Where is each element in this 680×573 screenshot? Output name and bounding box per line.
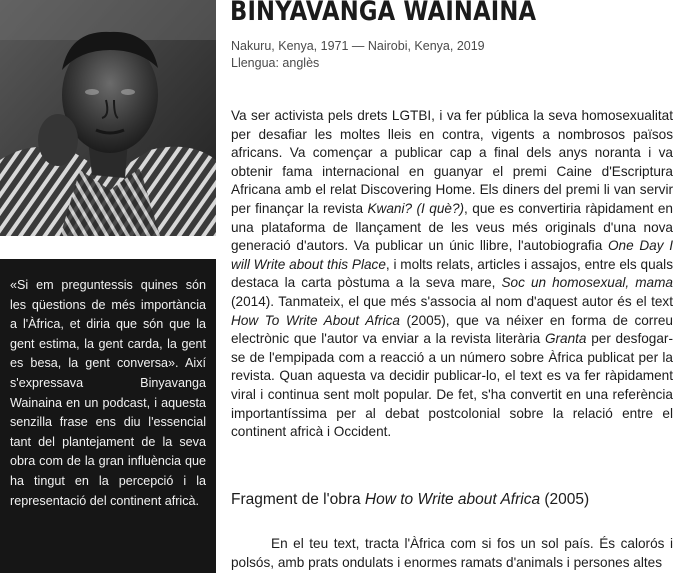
fragment-text: En el teu text, tracta l'Àfrica com si fos un sol país. És calorós i polsós, amb prats ondulats i enormes ramats d'animals i persones altes	[231, 536, 673, 570]
bio-title-granta: Granta	[544, 331, 587, 347]
bio-text-3: , i molts relats, articles i assajos, entre els quals destaca la carta pòstuma a la seva mare,	[231, 256, 674, 291]
author-meta	[231, 38, 485, 72]
fragment-heading	[231, 491, 589, 509]
author-photo	[0, 0, 216, 236]
bio-text-6: per desfogar-se de l'empipada com a reacció a un número sobre Àfrica publicat per la revista. Quan aquesta va decidir publicar-lo, el text es va fer ràpidament viral i continua sent molt popular. De fet, s'ha convertit en una referència importantíssima per al debat postcolonial sobre la relació entre el continent africà i Occident.	[231, 331, 673, 440]
bio-title-soc: Soc un homosexual, mama	[501, 275, 673, 291]
bio-title-kwani: Kwani? (I què?)	[367, 200, 465, 216]
fragment-prefix: Fragment de l'obra	[231, 491, 365, 508]
author-name: BINYAVANGA WAINAINA	[230, 0, 537, 27]
author-quote: «Si em preguntessis quines són les qüestions de més importància a l'Àfrica, et diria que són que la gent estima, la gent carda, la gent es besa, la gent conversa». Així s'expressava Binyavanga Wainaina en un podcast, i aquesta senzilla frase ens diu l'essencial tant del plantejament de la seva obra com de la gran influència que ha tingut en la percepció i la representació del continent africà.	[10, 278, 206, 508]
fragment-work-title: How to Write about Africa	[364, 491, 541, 508]
bio-title-how-to: How To Write About Africa	[231, 312, 400, 328]
bio-text-1: Va ser activista pels drets LGTBI, i va fer pública la seva homosexualitat per desafiar les moltes lleis en contra, vigents a nombrosos països africans. Va començar a publicar cap a final dels anys noranta i va obtenir fama internacional en guanyar el premi Caine d'Escriptura Africana amb el relat Discovering Home. Els diners del premi li van servir per finançar la revista	[231, 108, 673, 216]
bio-text-4: (2014). Tanmateix, el que més s'associa al nom d'aquest autor és el text	[231, 293, 673, 309]
author-dates: Nakuru, Kenya, 1971 — Nairobi, Kenya, 2019	[231, 39, 485, 53]
bio-text-2: , que es convertiria ràpidament en una plataforma de llançament de les veus més originals d'una nova generació d'autors. Va publicar un únic llibre, l'autobiografia	[231, 200, 673, 254]
author-biography	[231, 107, 673, 442]
author-language: Llengua: anglès	[231, 56, 320, 70]
bio-text-5: (2005), que va néixer en forma de correu electrònic que l'autor va enviar a la revista literària	[231, 312, 673, 347]
fragment-year: (2005)	[540, 491, 590, 508]
bio-title-one-day: One Day I will Write about this Place	[231, 238, 673, 272]
quote-box	[0, 259, 216, 573]
